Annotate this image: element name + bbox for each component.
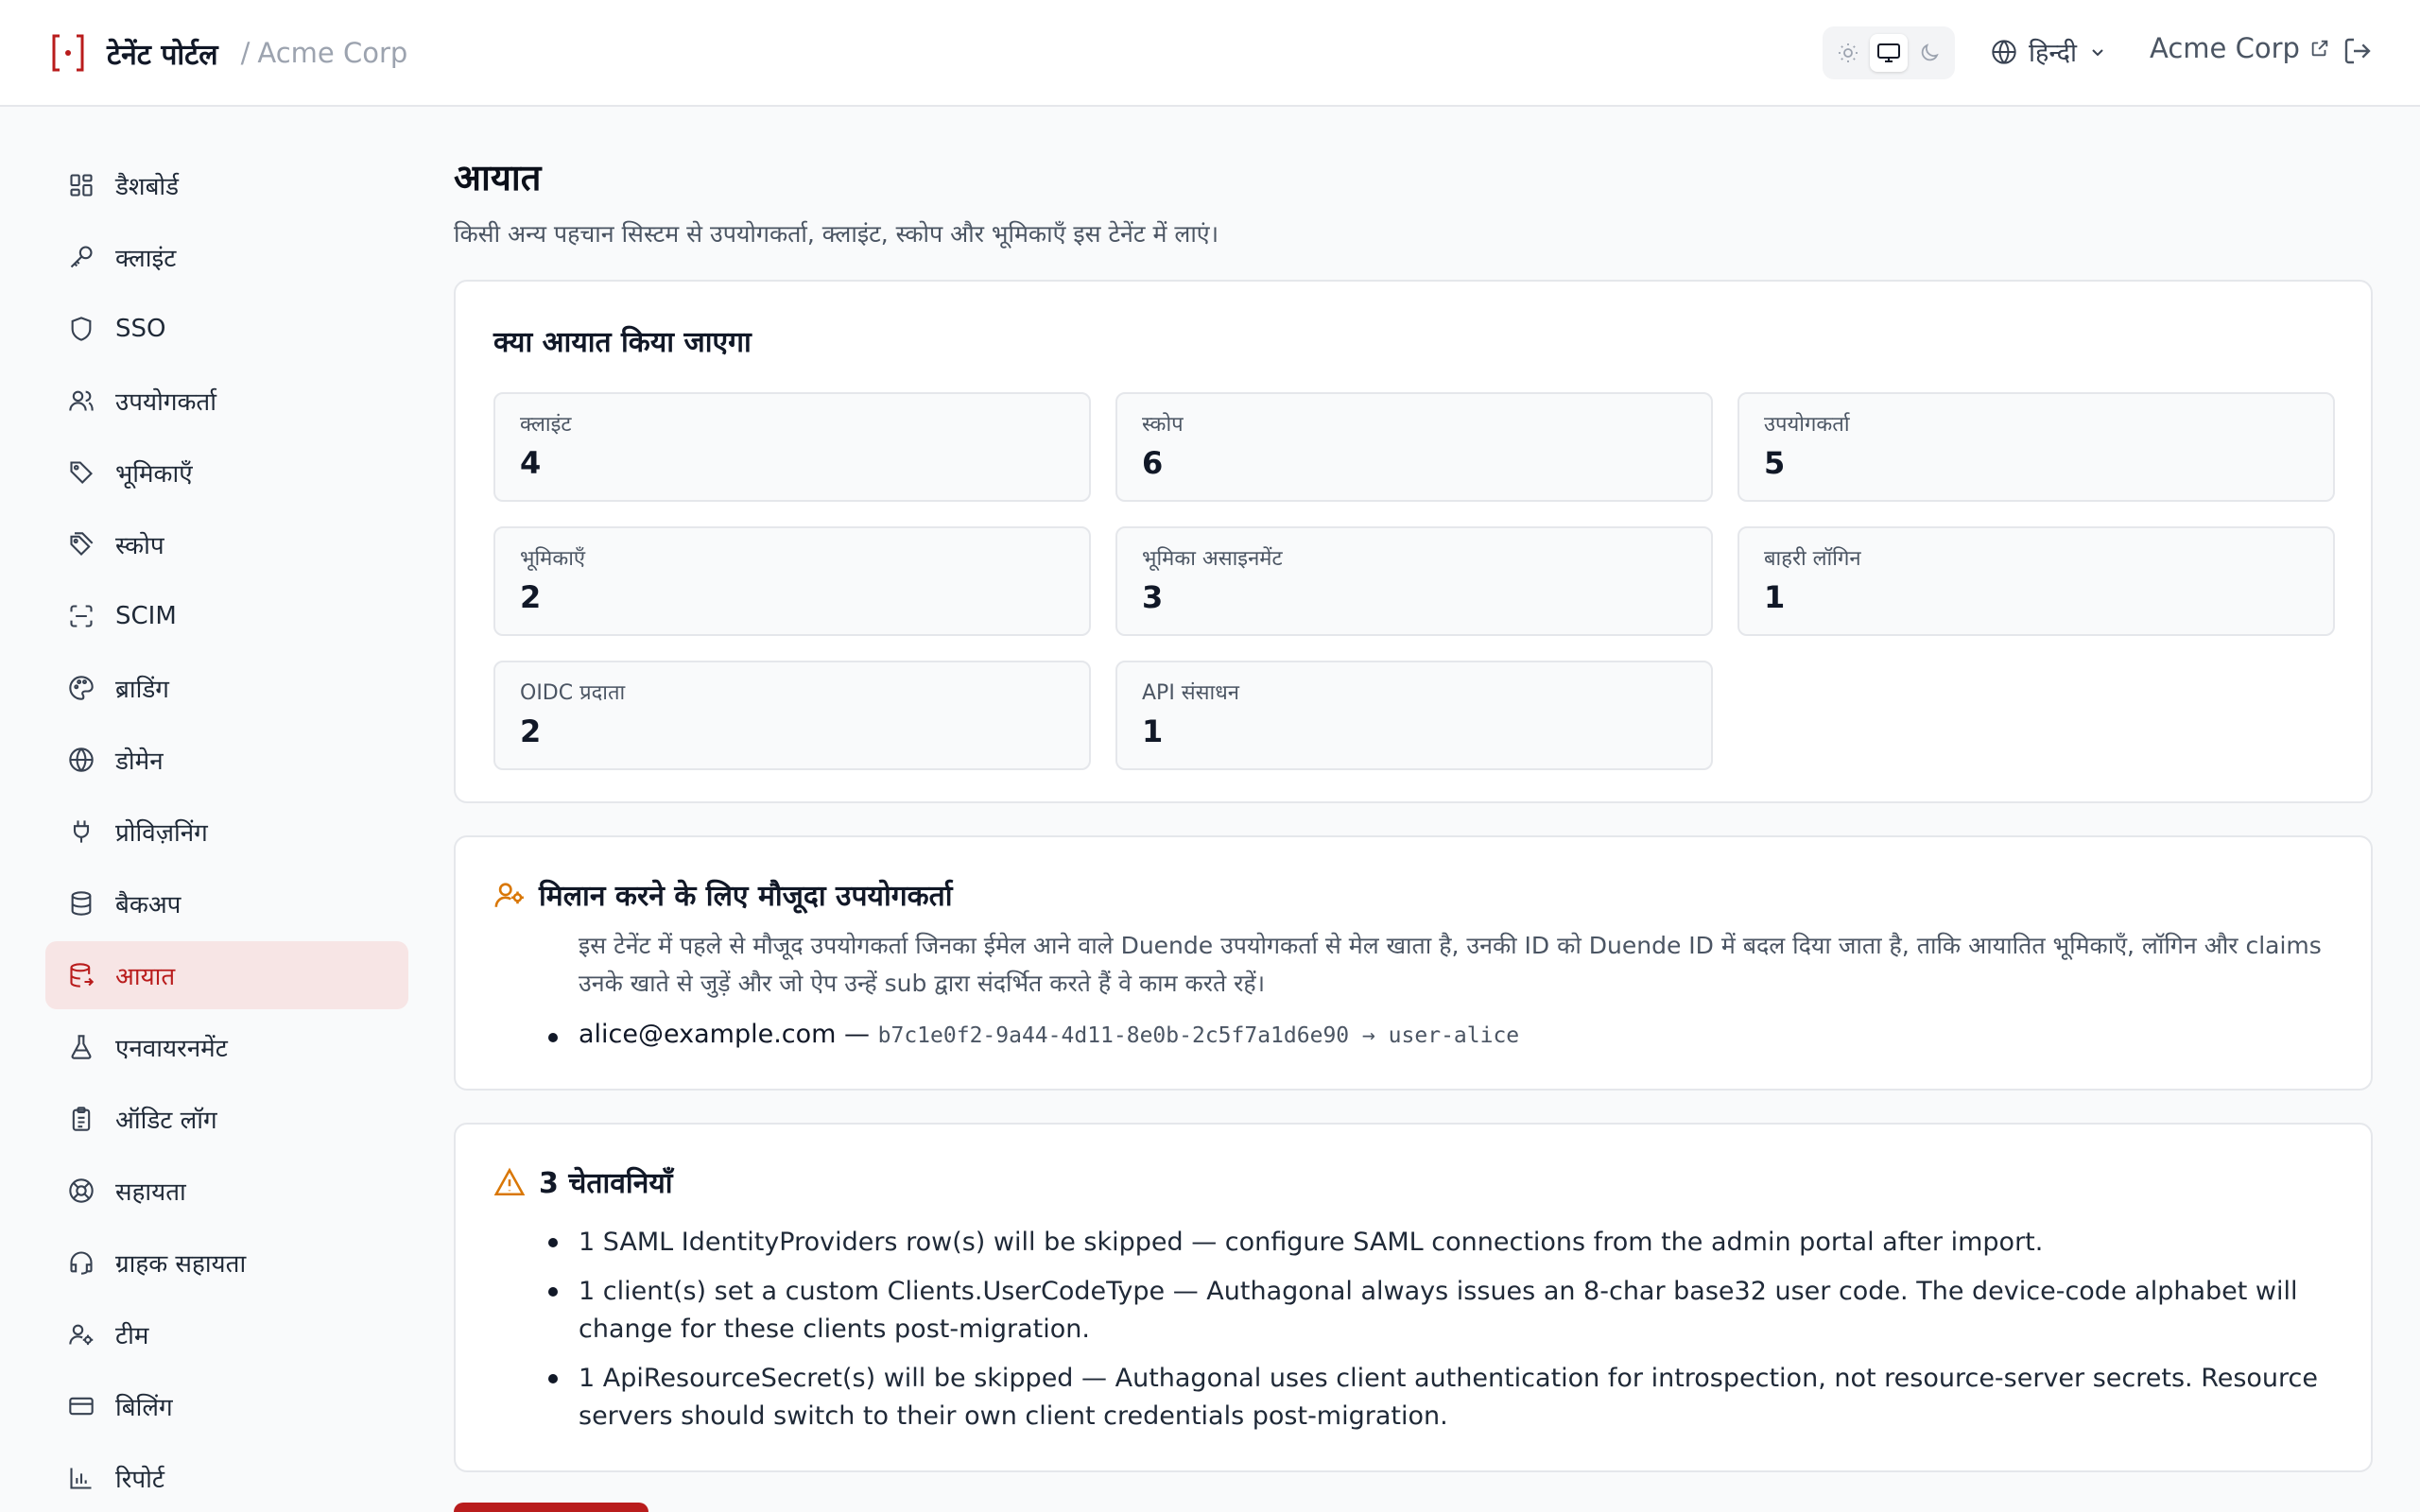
sidebar-item-dashboard[interactable] <box>45 151 408 219</box>
stat-value: 6 <box>1142 445 1164 481</box>
page-title: आयात <box>454 157 542 198</box>
stat-label: क्लाइंट <box>520 413 572 437</box>
logout-button[interactable] <box>2342 36 2373 66</box>
top-header <box>0 0 2420 107</box>
sidebar-item-backup[interactable] <box>45 869 408 937</box>
existing-users-title: मिलान करने के लिए मौजूदा उपयोगकर्ता <box>539 880 953 913</box>
sidebar-item-label: बिलिंग <box>115 1394 173 1422</box>
account-name: Acme Corp <box>2150 32 2300 64</box>
sidebar-item-branding[interactable] <box>45 654 408 722</box>
theme-light-button[interactable] <box>1829 34 1867 72</box>
sidebar-item-label: उपयोगकर्ता <box>115 388 216 417</box>
globe-icon <box>66 745 96 775</box>
sidebar-item-label: बैकअप <box>115 891 182 919</box>
start-import-button[interactable] <box>454 1503 648 1512</box>
warnings-header <box>493 1162 2333 1201</box>
warning-item: 1 ApiResourceSecret(s) will be skipped — Authagonal uses client authentication for introspection, not resource-server secrets. Resource servers should switch to their own client credentials post-migration. <box>579 1360 2356 1435</box>
database-import-icon <box>66 960 96 990</box>
stat-label: API संसाधन <box>1142 681 1239 705</box>
brand-logo-icon <box>50 32 86 74</box>
external-link-icon <box>2309 38 2330 59</box>
shield-icon <box>66 314 96 344</box>
warnings-list <box>579 1224 2356 1435</box>
warnings-card <box>454 1123 2373 1472</box>
sidebar-item-label: ग्राहक सहायता <box>115 1250 247 1279</box>
tag-icon <box>66 457 96 488</box>
key-icon <box>66 242 96 272</box>
warnings-title: 3 चेतावनियाँ <box>539 1167 673 1200</box>
headset-icon <box>66 1247 96 1278</box>
stat-roles <box>493 526 1091 636</box>
stat-external-logins <box>1737 526 2335 636</box>
stat-value: 5 <box>1764 445 1786 481</box>
existing-users-card <box>454 835 2373 1091</box>
sidebar-item-label: क्लाइंट <box>115 245 177 273</box>
existing-users-description: इस टेनेंट में पहले से मौजूद उपयोगकर्ता जिनका ईमेल आने वाले Duende उपयोगकर्ता से मेल खाता है, उनकी ID को Duende ID में बदल दिया जाता है, ताकि आयातित भूमिकाएँ, लॉगिन और claims उनके खाते से जुड़ें और जो ऐप उन्हें sub द्वारा संदर्भित करते हैं वे काम करते रहें। <box>579 932 2322 997</box>
tags-icon <box>66 529 96 559</box>
sidebar-item-customer-support[interactable] <box>45 1228 408 1297</box>
sidebar-item-label: रिपोर्ट <box>115 1466 164 1494</box>
sidebar-item-label: डोमेन <box>115 747 164 776</box>
sidebar-item-sso[interactable] <box>45 295 408 363</box>
database-icon <box>66 888 96 919</box>
theme-toggle <box>1823 26 1955 79</box>
import-summary-card <box>454 280 2373 803</box>
stat-value: 1 <box>1764 579 1786 615</box>
page-subtitle: किसी अन्य पहचान सिस्टम से उपयोगकर्ता, क्लाइंट, स्कोप और भूमिकाएँ इस टेनेंट में लाएं। <box>454 220 1219 248</box>
tenant-name: Acme Corp <box>257 37 408 69</box>
stat-label: स्कोप <box>1142 413 1184 437</box>
sidebar-item-users[interactable] <box>45 367 408 435</box>
sidebar-item-label: सहायता <box>115 1178 186 1207</box>
user-cog-icon <box>66 1319 96 1349</box>
sidebar-item-team[interactable] <box>45 1300 408 1368</box>
import-summary-title: क्या आयात किया जाएगा <box>493 326 752 359</box>
credit-card-icon <box>66 1391 96 1421</box>
users-icon <box>66 386 96 416</box>
sidebar-item-label: प्रोविज़निंग <box>115 819 208 848</box>
existing-users-header <box>493 875 2333 914</box>
globe-icon <box>1991 39 2017 65</box>
moon-icon <box>1918 42 1941 64</box>
stat-users <box>1737 392 2335 502</box>
stat-role-assignments <box>1115 526 1713 636</box>
main-content <box>454 151 2373 1472</box>
sidebar-item-label: SSO <box>115 315 166 343</box>
stat-label: उपयोगकर्ता <box>1764 413 1850 437</box>
stat-label: बाहरी लॉगिन <box>1764 547 1861 571</box>
warning-item: 1 SAML IdentityProviders row(s) will be skipped — configure SAML connections from the admin portal after import. <box>579 1224 2356 1262</box>
clipboard-icon <box>66 1104 96 1134</box>
id-mapping: b7c1e0f2-9a44-4d11-8e0b-2c5f7a1d6e90 → user-alice <box>877 1023 1520 1048</box>
lifebuoy-icon <box>66 1176 96 1206</box>
sidebar-item-label: एनवायरनमेंट <box>115 1035 228 1063</box>
account-link[interactable] <box>2150 32 2330 64</box>
sidebar-item-label: भूमिकाएँ <box>115 460 193 489</box>
sidebar-item-roles[interactable] <box>45 438 408 507</box>
import-stats-grid <box>493 392 2333 770</box>
sidebar-item-label: SCIM <box>115 602 177 630</box>
sidebar-nav <box>45 151 408 1512</box>
chevron-down-icon <box>2088 43 2107 61</box>
sidebar-item-reports[interactable] <box>45 1444 408 1512</box>
sidebar-item-label: ब्राडिंग <box>115 676 169 704</box>
sidebar-item-billing[interactable] <box>45 1372 408 1440</box>
stat-value: 2 <box>520 713 542 749</box>
warning-item: 1 client(s) set a custom Clients.UserCodeType — Authagonal always issues an 8-char base32 user code. The device-code alphabet will change for these clients post-migration. <box>579 1273 2356 1349</box>
bar-chart-icon <box>66 1463 96 1493</box>
sidebar-item-label: डैशबोर्ड <box>115 173 180 201</box>
stat-value: 3 <box>1142 579 1164 615</box>
brand[interactable] <box>50 32 407 74</box>
theme-system-button[interactable] <box>1870 34 1908 72</box>
sidebar-item-scim[interactable] <box>45 582 408 650</box>
sun-icon <box>1837 42 1859 64</box>
stat-label: भूमिकाएँ <box>520 547 586 571</box>
user-cog-icon <box>493 879 526 911</box>
warning-icon <box>493 1166 526 1198</box>
language-selector[interactable] <box>1991 34 2107 69</box>
language-label: हिन्दी <box>2029 39 2078 68</box>
brand-name: टेनेंट पोर्टल <box>107 38 218 72</box>
dashboard-icon <box>66 170 96 200</box>
stat-label: OIDC प्रदाता <box>520 681 626 705</box>
plug-icon <box>66 816 96 847</box>
flask-icon <box>66 1032 96 1062</box>
mapping-dash: — <box>836 1020 878 1049</box>
sidebar-item-provisioning[interactable] <box>45 798 408 866</box>
stat-api-resources <box>1115 661 1713 770</box>
sidebar-item-label: टीम <box>115 1322 149 1350</box>
sidebar-item-environments[interactable] <box>45 1013 408 1081</box>
stat-value: 4 <box>520 445 542 481</box>
breadcrumb-separator: / <box>240 37 251 69</box>
user-email: alice@example.com <box>579 1020 837 1049</box>
sidebar-item-label: स्कोप <box>115 532 164 560</box>
scan-icon <box>66 601 96 631</box>
stat-value: 2 <box>520 579 542 615</box>
stat-value: 1 <box>1142 713 1164 749</box>
theme-dark-button[interactable] <box>1910 34 1948 72</box>
palette-icon <box>66 673 96 703</box>
sidebar-item-domains[interactable] <box>45 726 408 794</box>
stat-label: भूमिका असाइनमेंट <box>1142 547 1283 571</box>
logout-icon <box>2342 36 2373 66</box>
sidebar-item-audit-log[interactable] <box>45 1085 408 1153</box>
existing-users-list <box>579 1020 2333 1049</box>
sidebar-item-scopes[interactable] <box>45 510 408 578</box>
monitor-icon <box>1876 42 1901 64</box>
sidebar-item-import[interactable] <box>45 941 408 1009</box>
stat-clients <box>493 392 1091 502</box>
list-item <box>579 1020 2333 1049</box>
sidebar-item-label: आयात <box>115 963 176 991</box>
sidebar-item-label: ऑडिट लॉग <box>115 1107 217 1135</box>
sidebar-item-help[interactable] <box>45 1157 408 1225</box>
sidebar-item-clients[interactable] <box>45 223 408 291</box>
stat-oidc-providers <box>493 661 1091 770</box>
stat-scopes <box>1115 392 1713 502</box>
